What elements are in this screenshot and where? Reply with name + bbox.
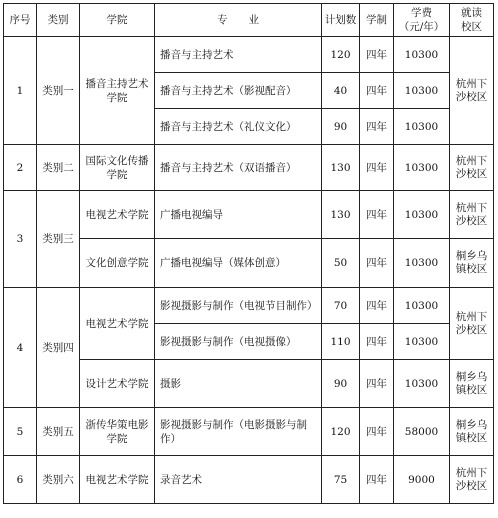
campus-cell: 桐乡乌镇校区 — [450, 360, 494, 408]
college-cell: 电视艺术学院 — [80, 191, 155, 239]
college-cell: 播音主持艺术学院 — [80, 37, 155, 145]
plan-cell: 90 — [322, 360, 360, 408]
plan-cell: 130 — [322, 145, 360, 191]
fee-cell: 10300 — [394, 239, 450, 288]
header-fee-line2: （元/年） — [398, 21, 445, 33]
duration-cell: 四年 — [360, 360, 394, 408]
header-fee-line1: 学费 — [411, 7, 432, 19]
duration-cell: 四年 — [360, 288, 394, 324]
enrollment-plan-table — [3, 3, 494, 504]
duration-cell: 四年 — [360, 456, 394, 504]
header-campus — [450, 4, 494, 37]
campus-cell: 杭州下沙校区 — [450, 145, 494, 191]
college-cell: 电视艺术学院 — [80, 288, 155, 360]
header-college: 学院 — [80, 4, 155, 37]
header-major: 专 业 — [155, 4, 322, 37]
fee-cell: 10300 — [394, 73, 450, 109]
campus-cell: 杭州下沙校区 — [450, 288, 494, 360]
major-cell: 广播电视编导 — [155, 191, 322, 239]
duration-cell: 四年 — [360, 109, 394, 145]
header-campus-line2: 校区 — [461, 21, 482, 33]
fee-cell: 10300 — [394, 145, 450, 191]
header-row — [4, 4, 494, 37]
fee-cell: 10300 — [394, 191, 450, 239]
table-row — [4, 456, 494, 504]
category-cell: 类别五 — [37, 408, 80, 456]
fee-cell: 10300 — [394, 288, 450, 324]
major-cell: 影视摄影与制作（电影摄影与制作） — [155, 408, 322, 456]
campus-cell: 杭州下沙校区 — [450, 191, 494, 239]
duration-cell: 四年 — [360, 191, 394, 239]
fee-cell: 58000 — [394, 408, 450, 456]
table-row — [4, 145, 494, 191]
plan-cell: 120 — [322, 37, 360, 73]
plan-cell: 75 — [322, 456, 360, 504]
plan-cell: 120 — [322, 408, 360, 456]
major-cell: 播音与主持艺术（礼仪文化） — [155, 109, 322, 145]
seq-cell: 2 — [4, 145, 37, 191]
duration-cell: 四年 — [360, 324, 394, 360]
campus-cell: 杭州下沙校区 — [450, 456, 494, 504]
fee-cell: 10300 — [394, 37, 450, 73]
campus-cell: 桐乡乌镇校区 — [450, 408, 494, 456]
major-cell: 播音与主持艺术（双语播音） — [155, 145, 322, 191]
seq-cell: 6 — [4, 456, 37, 504]
plan-cell: 110 — [322, 324, 360, 360]
plan-cell: 130 — [322, 191, 360, 239]
category-cell: 类别二 — [37, 145, 80, 191]
major-cell: 摄影 — [155, 360, 322, 408]
plan-cell: 40 — [322, 73, 360, 109]
header-fee — [394, 4, 450, 37]
header-seq: 序号 — [4, 4, 37, 37]
fee-cell: 9000 — [394, 456, 450, 504]
college-cell: 文化创意学院 — [80, 239, 155, 288]
header-category: 类别 — [37, 4, 80, 37]
category-cell: 类别一 — [37, 37, 80, 145]
seq-cell: 1 — [4, 37, 37, 145]
major-cell: 广播电视编导（媒体创意） — [155, 239, 322, 288]
table-row — [4, 288, 494, 324]
major-cell: 影视摄影与制作（电视节目制作） — [155, 288, 322, 324]
duration-cell: 四年 — [360, 239, 394, 288]
fee-cell: 10300 — [394, 360, 450, 408]
duration-cell: 四年 — [360, 145, 394, 191]
seq-cell: 3 — [4, 191, 37, 288]
duration-cell: 四年 — [360, 408, 394, 456]
fee-cell: 10300 — [394, 109, 450, 145]
duration-cell: 四年 — [360, 73, 394, 109]
table-row — [4, 37, 494, 73]
header-campus-line1: 就读 — [461, 7, 482, 19]
major-cell: 播音与主持艺术（影视配音） — [155, 73, 322, 109]
table-row — [4, 408, 494, 456]
fee-cell: 10300 — [394, 324, 450, 360]
major-cell: 影视摄影与制作（电视摄像） — [155, 324, 322, 360]
major-cell: 播音与主持艺术 — [155, 37, 322, 73]
table-row — [4, 191, 494, 239]
college-cell: 国际文化传播学院 — [80, 145, 155, 191]
seq-cell: 4 — [4, 288, 37, 408]
college-cell: 电视艺术学院 — [80, 456, 155, 504]
major-cell: 录音艺术 — [155, 456, 322, 504]
plan-cell: 90 — [322, 109, 360, 145]
category-cell: 类别三 — [37, 191, 80, 288]
campus-cell: 杭州下沙校区 — [450, 37, 494, 145]
duration-cell: 四年 — [360, 37, 394, 73]
campus-cell: 桐乡乌镇校区 — [450, 239, 494, 288]
plan-cell: 50 — [322, 239, 360, 288]
header-duration: 学制 — [360, 4, 394, 37]
plan-cell: 70 — [322, 288, 360, 324]
header-plan: 计划数 — [322, 4, 360, 37]
category-cell: 类别六 — [37, 456, 80, 504]
college-cell: 设计艺术学院 — [80, 360, 155, 408]
seq-cell: 5 — [4, 408, 37, 456]
college-cell: 浙传华策电影学院 — [80, 408, 155, 456]
category-cell: 类别四 — [37, 288, 80, 408]
